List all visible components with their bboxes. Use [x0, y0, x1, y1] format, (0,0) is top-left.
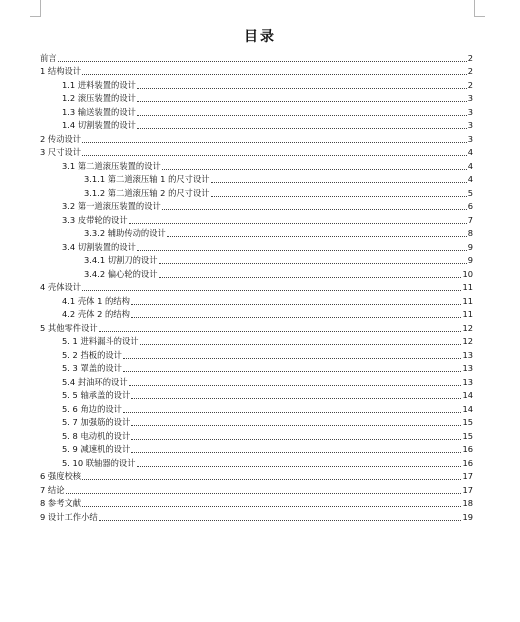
- toc-entry[interactable]: [40, 92, 473, 106]
- toc-entry[interactable]: [40, 362, 473, 376]
- toc-entry-page-number: 16: [462, 457, 473, 468]
- toc-entry-page-number: 3: [467, 120, 473, 130]
- toc-entry[interactable]: [40, 159, 473, 173]
- toc-entry[interactable]: [40, 456, 473, 470]
- toc-entry-page-number: 9: [467, 255, 473, 265]
- toc-entry-page-number: 11: [462, 309, 473, 319]
- toc-entry-page-number: 3: [467, 106, 473, 117]
- toc-entry-page-number: 16: [462, 444, 473, 454]
- toc-entry-page-number: 17: [462, 484, 473, 495]
- toc-entry[interactable]: [40, 173, 473, 187]
- toc-entry-label: 5. 1 进料漏斗的设计: [62, 336, 139, 346]
- toc-entry[interactable]: [40, 375, 473, 389]
- toc-entry-page-number: 17: [462, 471, 473, 481]
- toc-title: 目录: [244, 29, 276, 45]
- toc-entry[interactable]: [40, 132, 473, 146]
- toc-entry-page-number: 8: [467, 228, 473, 238]
- toc-dot-leader: [66, 492, 462, 494]
- toc-dot-leader: [137, 127, 467, 129]
- toc-entry-label: 5. 5 轴承盖的设计: [62, 390, 131, 400]
- toc-entry-label: 3.1.1 第二道滚压轴 1 的尺寸设计: [84, 174, 210, 184]
- toc-dot-leader: [162, 168, 467, 170]
- toc-entry[interactable]: [40, 335, 473, 349]
- toc-dot-leader: [137, 465, 462, 467]
- toc-entry-page-number: 3: [467, 93, 473, 103]
- toc-entry-page-number: 15: [462, 430, 473, 441]
- toc-entry-label: 3.4.1 切割刀的设计: [84, 255, 158, 265]
- toc-entry[interactable]: [40, 78, 473, 92]
- toc-entry[interactable]: [40, 240, 473, 254]
- toc-dot-leader: [167, 235, 467, 237]
- toc-entry-label: 4.1 壳体 1 的结构: [62, 295, 130, 306]
- toc-dot-leader: [82, 289, 461, 291]
- toc-entry-label: 5. 8 电动机的设计: [62, 430, 131, 441]
- toc-entry-page-number: 14: [462, 390, 473, 400]
- toc-dot-leader: [137, 249, 467, 251]
- toc-entry-label: 3.4.2 偏心轮的设计: [84, 268, 158, 279]
- toc-entry-page-number: 4: [467, 147, 473, 157]
- toc-entry-label: 3.3.2 辅助传动的设计: [84, 228, 166, 238]
- toc-dot-leader: [211, 195, 467, 197]
- toc-entry[interactable]: [40, 308, 473, 322]
- toc-entry-page-number: 10: [462, 268, 473, 279]
- toc-entry-label: 5 其他零件设计: [40, 322, 98, 333]
- toc-entry-label: 3.1.2 第二道滚压轴 2 的尺寸设计: [84, 187, 210, 198]
- toc-entry-page-number: 18: [462, 498, 473, 508]
- toc-entry-page-number: 13: [462, 349, 473, 360]
- toc-entry[interactable]: [40, 186, 473, 200]
- toc-entry-label: 1 结构设计: [40, 66, 82, 76]
- toc-entry-label: 2 传动设计: [40, 133, 82, 144]
- toc-entry-page-number: 4: [467, 174, 473, 184]
- toc-entry[interactable]: [40, 65, 473, 79]
- toc-entry[interactable]: [40, 146, 473, 160]
- toc-entry[interactable]: [40, 281, 473, 295]
- toc-entry[interactable]: [40, 119, 473, 133]
- toc-entry-page-number: 11: [462, 295, 473, 306]
- page-corner-mark-right: [474, 0, 485, 17]
- toc-entry-label: 1.2 滚压装置的设计: [62, 93, 136, 103]
- toc-dot-leader: [82, 141, 467, 143]
- toc-dot-leader: [131, 303, 462, 305]
- toc-entry[interactable]: [40, 416, 473, 430]
- toc-dot-leader: [99, 330, 462, 332]
- toc-entry-label: 3.2 第一道滚压装置的设计: [62, 201, 161, 211]
- toc-entry[interactable]: [40, 294, 473, 308]
- toc-entry[interactable]: [40, 429, 473, 443]
- toc-entry[interactable]: [40, 443, 473, 457]
- toc-entry[interactable]: [40, 510, 473, 524]
- toc-entry-page-number: 13: [462, 376, 473, 387]
- toc-entry[interactable]: [40, 200, 473, 214]
- toc-entry-page-number: 12: [462, 336, 473, 346]
- toc-dot-leader: [211, 181, 467, 183]
- toc-entry[interactable]: [40, 227, 473, 241]
- toc-entry[interactable]: [40, 470, 473, 484]
- toc-entry-page-number: 7: [467, 214, 473, 225]
- toc-entry[interactable]: [40, 402, 473, 416]
- toc-entry-label: 9 设计工作小结: [40, 511, 98, 522]
- toc-entry[interactable]: [40, 389, 473, 403]
- toc-entry-label: 3.1 第二道滚压装置的设计: [62, 160, 161, 171]
- toc-entry-label: 7 结论: [40, 484, 65, 495]
- toc-dot-leader: [131, 451, 461, 453]
- toc-entry-page-number: 9: [467, 241, 473, 252]
- toc-dot-leader: [82, 505, 461, 507]
- table-of-contents: [40, 51, 473, 524]
- toc-entry[interactable]: [40, 497, 473, 511]
- toc-entry[interactable]: [40, 254, 473, 268]
- toc-entry-page-number: 14: [462, 403, 473, 414]
- toc-entry-label: 5. 3 罩盖的设计: [62, 363, 122, 373]
- toc-entry-label: 8 参考文献: [40, 498, 82, 508]
- toc-entry-label: 1.1 进料装置的设计: [62, 79, 136, 90]
- toc-dot-leader: [82, 154, 467, 156]
- toc-dot-leader: [129, 384, 462, 386]
- toc-entry-page-number: 2: [467, 52, 473, 63]
- toc-dot-leader: [123, 357, 461, 359]
- toc-dot-leader: [129, 222, 467, 224]
- toc-dot-leader: [140, 343, 462, 345]
- toc-entry-page-number: 4: [467, 160, 473, 171]
- toc-dot-leader: [137, 87, 467, 89]
- toc-entry[interactable]: [40, 348, 473, 362]
- toc-entry-label: 4.2 壳体 2 的结构: [62, 309, 130, 319]
- toc-entry-label: 3 尺寸设计: [40, 147, 82, 157]
- toc-entry-page-number: 2: [467, 66, 473, 76]
- toc-dot-leader: [82, 478, 461, 480]
- toc-entry[interactable]: [40, 213, 473, 227]
- toc-entry[interactable]: [40, 105, 473, 119]
- toc-dot-leader: [137, 114, 467, 116]
- toc-dot-leader: [162, 208, 467, 210]
- toc-entry[interactable]: [40, 51, 473, 65]
- toc-entry-page-number: 2: [467, 79, 473, 90]
- toc-entry-page-number: 13: [462, 363, 473, 373]
- toc-dot-leader: [123, 370, 461, 372]
- toc-entry[interactable]: [40, 483, 473, 497]
- toc-dot-leader: [137, 100, 467, 102]
- toc-entry-label: 5.4 封油环的设计: [62, 376, 128, 387]
- toc-entry-page-number: 11: [462, 282, 473, 292]
- toc-dot-leader: [131, 438, 461, 440]
- toc-entry-label: 3.3 皮带轮的设计: [62, 214, 128, 225]
- toc-entry[interactable]: [40, 321, 473, 335]
- toc-entry-label: 3.4 切割装置的设计: [62, 241, 136, 252]
- toc-dot-leader: [82, 73, 467, 75]
- toc-entry-label: 5. 10 联轴器的设计: [62, 457, 136, 468]
- toc-entry-page-number: 12: [462, 322, 473, 333]
- toc-dot-leader: [123, 411, 461, 413]
- toc-entry-label: 前言: [40, 52, 57, 63]
- toc-entry-page-number: 6: [467, 201, 473, 211]
- toc-entry-label: 5. 9 减速机的设计: [62, 444, 131, 454]
- toc-entry-page-number: 19: [462, 511, 473, 522]
- toc-dot-leader: [131, 424, 461, 426]
- toc-entry[interactable]: [40, 267, 473, 281]
- toc-entry-label: 1.4 切割装置的设计: [62, 120, 136, 130]
- toc-entry-label: 5. 2 挡板的设计: [62, 349, 122, 360]
- toc-entry-label: 4 壳体设计: [40, 282, 82, 292]
- toc-entry-label: 5. 6 角边的设计: [62, 403, 122, 414]
- page-corner-mark-left: [30, 0, 41, 17]
- toc-dot-leader: [131, 316, 462, 318]
- toc-dot-leader: [131, 397, 461, 399]
- toc-entry-page-number: 5: [467, 187, 473, 198]
- toc-dot-leader: [58, 60, 467, 62]
- toc-dot-leader: [159, 262, 467, 264]
- toc-dot-leader: [99, 519, 462, 521]
- toc-dot-leader: [159, 276, 462, 278]
- toc-entry-label: 5. 7 加强筋的设计: [62, 417, 131, 427]
- toc-entry-page-number: 3: [467, 133, 473, 144]
- toc-entry-label: 1.3 输送装置的设计: [62, 106, 136, 117]
- toc-entry-label: 6 强度校核: [40, 471, 82, 481]
- toc-entry-page-number: 15: [462, 417, 473, 427]
